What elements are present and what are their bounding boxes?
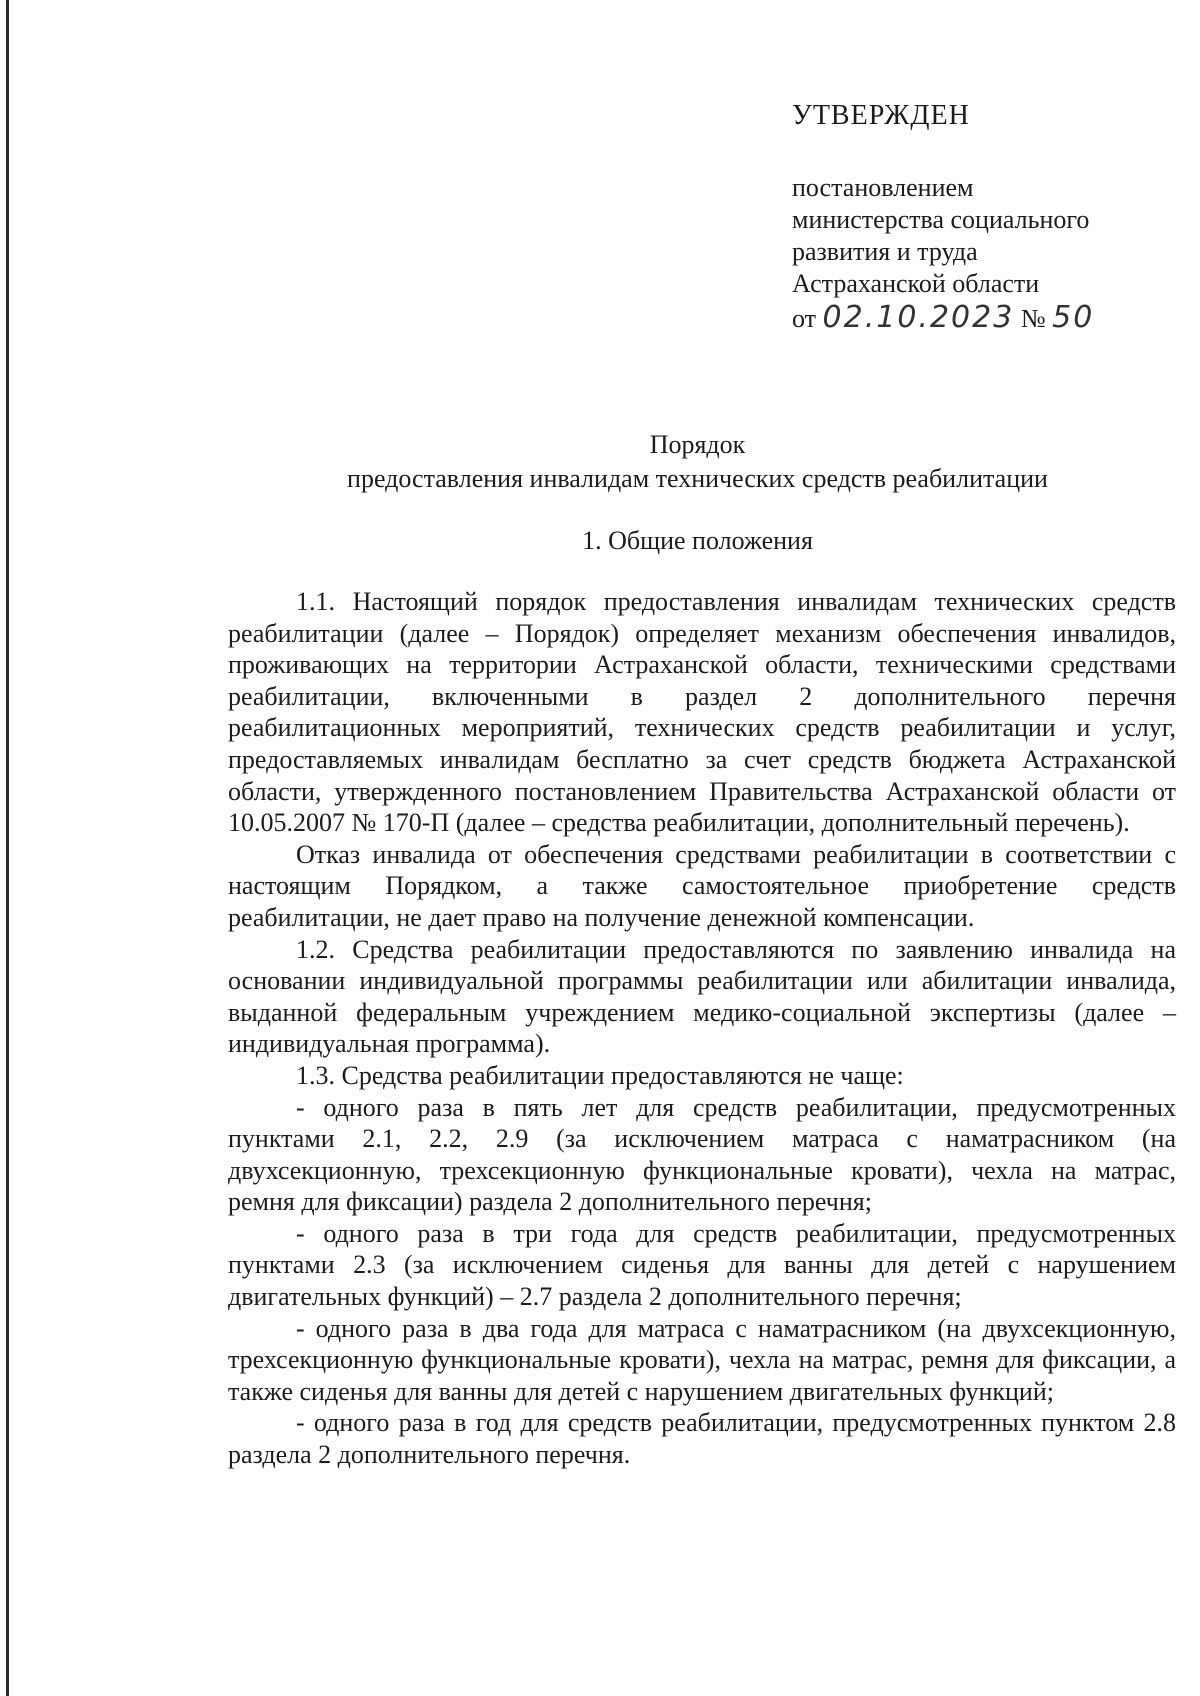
handwritten-number: 50 [1052, 300, 1095, 335]
title-line-1: Порядок [649, 430, 746, 459]
handwritten-date: 02.10.2023 [822, 300, 1015, 335]
paragraph: - одного раза в пять лет для средств реабилитации, предусмотренных пунктами 2.1, 2.2, 2.9 (за исключением матраса с наматрасником (на двухсекционную, трехсекционную функциональные кровати), чехла на матрас, ремня для фиксации) раздела 2 дополнительного перечня; [228, 1092, 1176, 1217]
paragraph: Отказ инвалида от обеспечения средствами реабилитации в соответствии с настоящим Порядком, а также самостоятельное приобретение средств реабилитации, не дает право на получение денежной компенсации. [228, 839, 1176, 932]
number-prefix: № [1020, 304, 1046, 333]
document-title [210, 428, 1185, 496]
date-prefix: от [792, 304, 817, 333]
approval-line: постановлением [792, 173, 974, 202]
document-body [228, 586, 1176, 1471]
paragraph: - одного раза в два года для матраса с наматрасником (на двухсекционную, трехсекционную функциональные кровати), чехла на матрас, ремня для фиксации, а также сиденья для ванны для детей с нарушением двигательных функций; [228, 1313, 1176, 1406]
section-heading: 1. Общие положения [582, 526, 813, 555]
page-left-border [6, 0, 9, 1696]
paragraph: - одного раза в три года для средств реабилитации, предусмотренных пунктами 2.3 (за исключением сиденья для ванны для детей с нарушением двигательных функций) – 2.7 раздела 2 дополнительного перечня; [228, 1218, 1176, 1312]
approved-heading: УТВЕРЖДЕН [792, 100, 970, 131]
paragraph: - одного раза в год для средств реабилитации, предусмотренных пунктом 2.8 раздела 2 дополнительного перечня. [228, 1408, 1176, 1470]
title-line-2: предоставления инвалидам технических средств реабилитации [347, 464, 1048, 493]
paragraph: 1.2. Средства реабилитации предоставляются по заявлению инвалида на основании индивидуальной программы реабилитации или абилитации инвалида, выданной федеральным учреждением медико-социальной экспертизы (далее – индивидуальная программа). [228, 934, 1176, 1059]
approval-stamp-block [792, 100, 1152, 335]
approval-line: Астраханской области [792, 269, 1040, 298]
paragraph: 1.1. Настоящий порядок предоставления инвалидам технических средств реабилитации (далее – Порядок) определяет механизм обеспечения инвалидов, проживающих на территории Астраханской области, техническими средствами реабилитации, включенными в раздел 2 дополнительного перечня реабилитационных мероприятий, технических средств реабилитации и услуг, предоставляемых инвалидам бесплатно за счет средств бюджета Астраханской области, утвержденного постановлением Правительства Астраханской области от 10.05.2007 № 170-П (далее – средства реабилитации, дополнительный перечень). [228, 587, 1176, 838]
approval-line: министерства социального [792, 205, 1090, 234]
paragraph: 1.3. Средства реабилитации предоставляются не чаще: [296, 1060, 904, 1090]
approval-line: развития и труда [792, 237, 978, 266]
approval-date-line [792, 302, 1152, 335]
